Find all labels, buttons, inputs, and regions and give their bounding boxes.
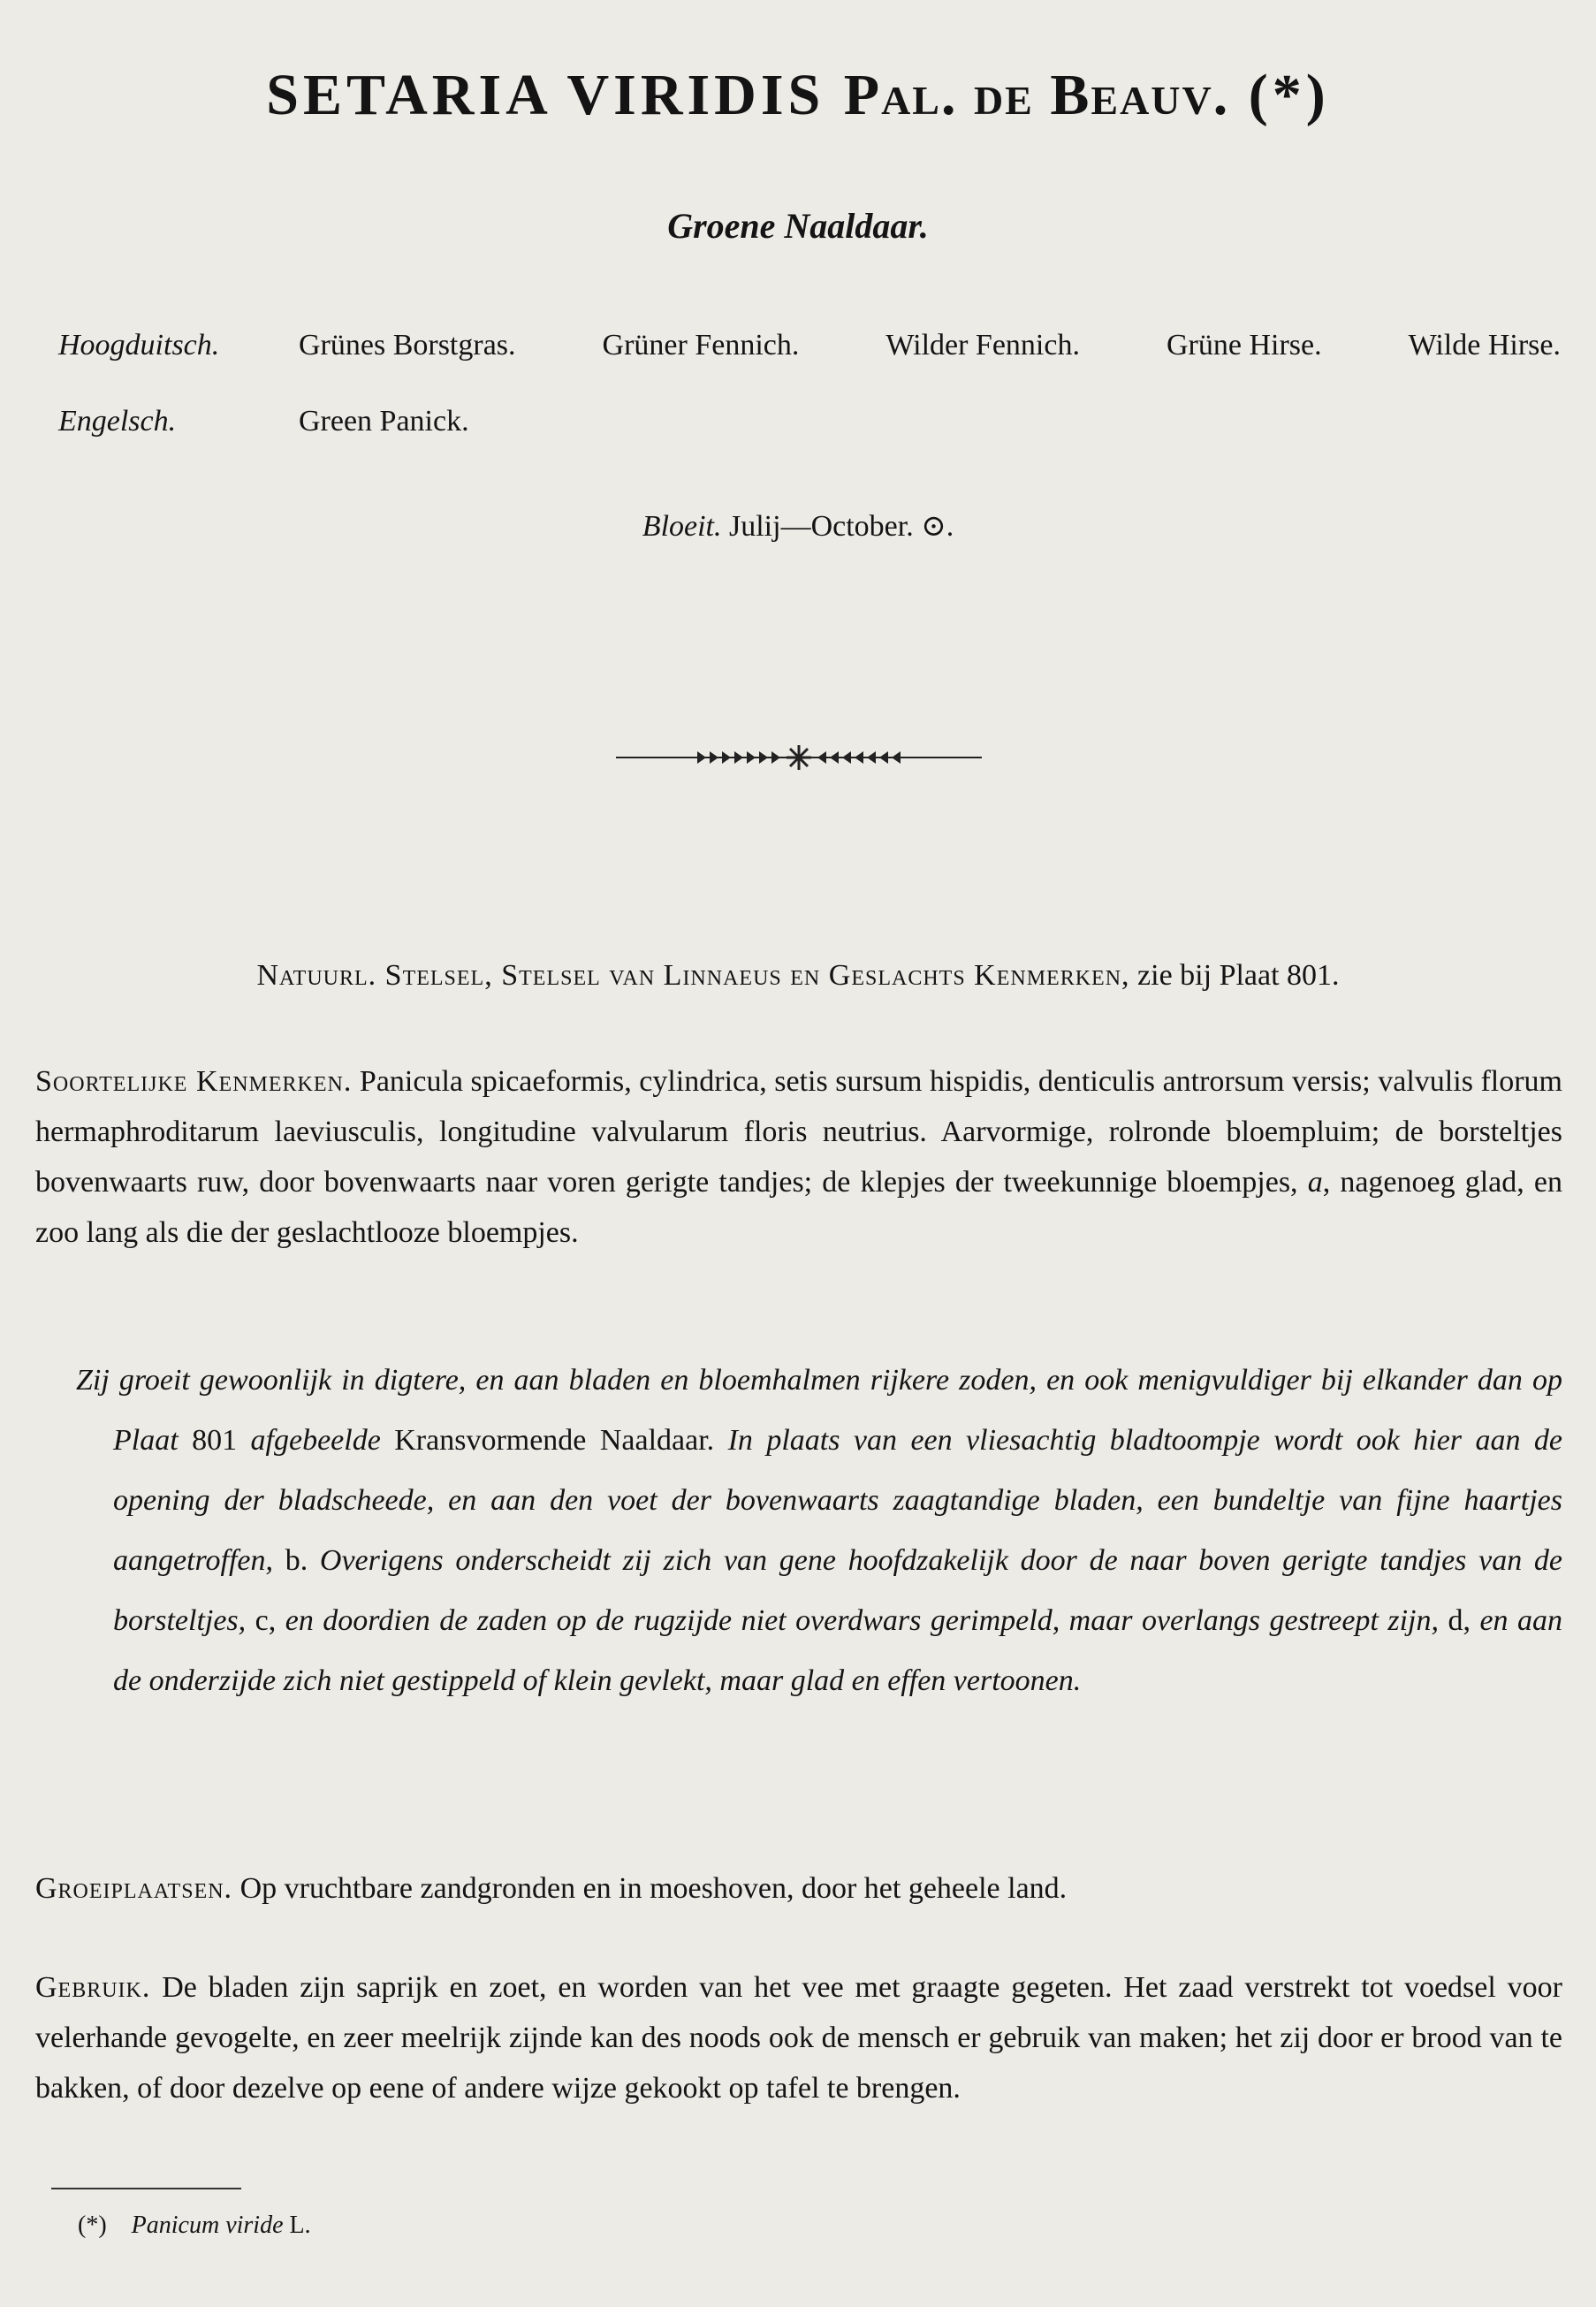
dutch-diagnosis: , nagenoeg glad, en zoo lang als die der geslachtlooze bloempjes. bbox=[35, 1166, 1562, 1249]
remarks-text: In plaats van een vliesachtig bladtoompje wordt ook hier aan de opening der bladscheede, en aan den voet der bovenwaarts zaagtandige bladen, een bundeltje van fijne haartjes aangetroffen, bbox=[113, 1424, 1562, 1577]
section-heading: Natuurl. Stelsel, Stelsel van Linnaeus en Geslachts Kenmerken, bbox=[256, 959, 1130, 992]
natural-system-line bbox=[0, 959, 1596, 993]
section-text: De bladen zijn saprijk en zoet, en worden van het vee met graagte gegeten. Het zaad verstrekt tot voedsel voor velerhande gevogelte, en zeer meelrijk zijnde kan des noods ook de mensch er gebruik van maken; het zij door er brood van te bakken, of door dezelve op eene of andere wijze gekookt op tafel te brengen. bbox=[35, 1971, 1562, 2105]
synonym-name: Grünes Borstgras. bbox=[299, 329, 516, 362]
synonyms-english bbox=[58, 405, 1561, 447]
common-name: Groene Naaldaar. bbox=[667, 206, 929, 246]
section-heading: Groeiplaatsen. bbox=[35, 1872, 233, 1905]
footnote-mark: (*) bbox=[78, 2212, 107, 2239]
annual-symbol: ⊙. bbox=[921, 510, 954, 543]
habitat-paragraph bbox=[35, 1863, 1562, 1914]
ornament-divider bbox=[616, 742, 982, 773]
remarks-text: Zij groeit gewoonlijk in digtere, en aan bladen en bloemhalmen rijkere zoden, en ook menigvuldiger bij elkander dan op Plaat bbox=[76, 1364, 1562, 1457]
synonym-names bbox=[299, 329, 1561, 362]
synonym-language-label: Hoogduitsch. bbox=[58, 329, 220, 362]
flowering-value: Julij—October. bbox=[729, 510, 914, 543]
synonym-name: Wilde Hirse. bbox=[1408, 329, 1561, 362]
figure-reference: d, bbox=[1448, 1604, 1471, 1637]
plant-name: Kransvormende Naaldaar. bbox=[394, 1424, 715, 1457]
remarks-text: en aan de onderzijde zich niet gestippeld of klein gevlekt, maar glad en effen vertoonen. bbox=[113, 1604, 1563, 1697]
footnote bbox=[78, 2212, 311, 2240]
figure-reference: c, bbox=[255, 1604, 277, 1637]
figure-reference: a bbox=[1307, 1166, 1323, 1199]
flowering-period bbox=[0, 508, 1596, 544]
footnote-rule bbox=[51, 2188, 241, 2189]
species-author: Pal. de Beauv. bbox=[843, 63, 1230, 127]
remarks-text: afgebeelde bbox=[250, 1424, 381, 1457]
synonym-name: Grüner Fennich. bbox=[602, 329, 800, 362]
remarks-text: en doordien de zaden op de rugzijde niet overdwars gerimpeld, maar overlangs gestreept zijn, bbox=[285, 1604, 1439, 1637]
section-text: zie bij Plaat 801. bbox=[1137, 959, 1340, 992]
section-heading: Soortelijke Kenmerken. bbox=[35, 1065, 353, 1098]
flowering-label: Bloeit. bbox=[642, 510, 722, 543]
synonym-language-label: Engelsch. bbox=[58, 405, 177, 438]
specific-characters bbox=[35, 1056, 1562, 1258]
synonym-name: Wilder Fennich. bbox=[885, 329, 1080, 362]
remarks-text: Overigens onderscheidt zij zich van gene hoofdzakelijk door de naar boven gerigte tandjes van de borsteltjes, bbox=[113, 1544, 1562, 1637]
dutch-diagnosis: Aarvormige, rolronde bloempluim; de borsteltjes bovenwaarts ruw, door bovenwaarts naar voren gerigte tandjes; de klepjes der tweekunnige bloempjes, bbox=[35, 1115, 1562, 1199]
plate-reference: 801 bbox=[192, 1424, 238, 1457]
section-text: Op vruchtbare zandgronden en in moeshoven, door het geheele land. bbox=[239, 1872, 1068, 1905]
latin-diagnosis: Panicula spicaeformis, cylindrica, setis sursum hispidis, denticulis antrorsum versis; valvulis florum hermaphroditarum laeviusculis, longitudine valvularum floris neutrius. bbox=[35, 1065, 1563, 1148]
synonyms-german bbox=[58, 329, 1561, 371]
figure-reference: b. bbox=[285, 1544, 308, 1577]
species-name: SETARIA VIRIDIS bbox=[266, 63, 825, 127]
footnote-species: Panicum viride bbox=[131, 2212, 284, 2239]
remarks-paragraph bbox=[76, 1351, 1563, 1711]
synonym-names bbox=[299, 405, 1561, 438]
synonym-name: Green Panick. bbox=[299, 405, 469, 438]
synonym-name: Grüne Hirse. bbox=[1166, 329, 1322, 362]
use-paragraph bbox=[35, 1962, 1562, 2113]
footnote-author: L. bbox=[289, 2212, 311, 2239]
footnote-mark: (*) bbox=[1248, 63, 1330, 127]
section-heading: Gebruik. bbox=[35, 1971, 151, 2004]
page-title bbox=[0, 62, 1596, 129]
